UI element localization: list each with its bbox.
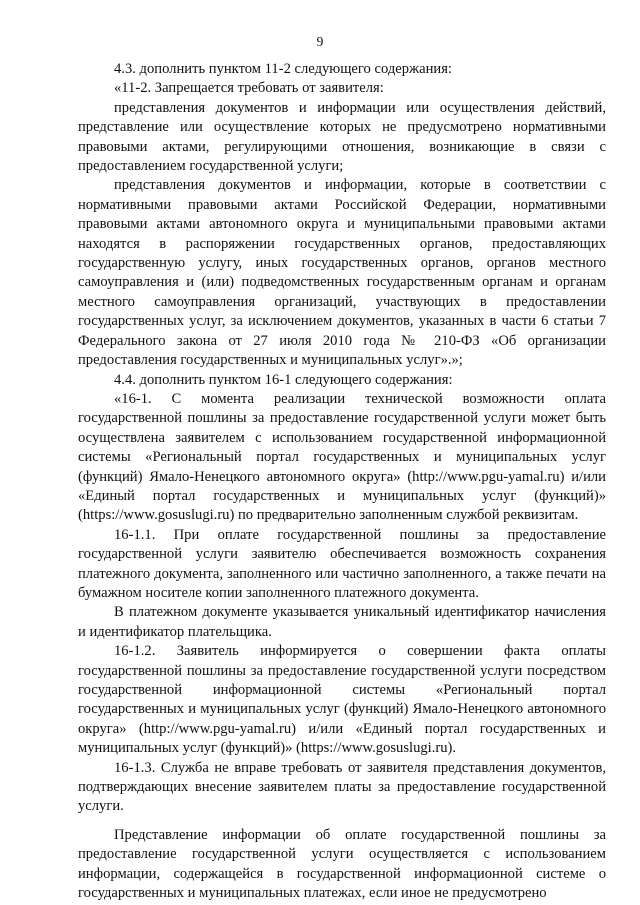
paragraph-11-2-item-1: представления документов и информации или осуществления действий, представление или осуществление которых не предусмотрено нормативными правовыми актами, регулирующими отношения, возникающие в связи с предоставлением государственной услуги; (78, 99, 606, 175)
paragraph-payment-info: Представление информации об оплате государственной пошлины за предоставление государственной услуги осуществляется с использованием информации, содержащейся в государственной информационной системе о государственных и муниципальных платежах, если иное не предусмотрено (78, 826, 606, 902)
paragraph-11-2-intro: «11-2. Запрещается требовать от заявителя: (114, 80, 384, 97)
paragraph-16-1-2: 16-1.2. Заявитель информируется о совершении факта оплаты государственной пошлины за предоставление государственной услуги посредством государственной информационной системы «Региональный портал государственных и муниципальных услуг (функций) Ямало-Ненецкого автономного округа» (http://www.pgu-yamal.ru) и/или «Единый портал государственных и муниципальных услуг (функций)» (https://www.gosuslugi.ru). (78, 643, 606, 757)
paragraph-16-1: «16-1. С момента реализации технической возможности оплата государственной пошлины за предоставление государственной услуги может быть осуществлена заявителем с использованием государственной информационной системы «Региональный портал государственных и муниципальных услуг (функций) Ямало-Ненецкого автономного округа» (http://www.pgu-yamal.ru) и/или «Единый портал государственных и муниципальных услуг (функций)» (https://www.gosuslugi.ru) по предварительно заполненным службой реквизитам. (78, 390, 606, 524)
page-number: 9 (316, 34, 324, 49)
paragraph-payment-identifier: В платежном документе указывается уникальный идентификатор начисления и идентификатор плательщика. (78, 604, 606, 640)
paragraph-16-1-1: 16-1.1. При оплате государственной пошлины за предоставление государственной услуги заявителю обеспечивается возможность сохранения платежного документа, заполненного или частично заполненного, а также печати на бумажном носителе копии заполненного платежного документа. (78, 526, 606, 601)
paragraph-4-3: 4.3. дополнить пунктом 11-2 следующего содержания: (114, 61, 452, 77)
paragraph-16-1-3: 16-1.3. Служба не вправе требовать от заявителя представления документов, подтверждающих внесение заявителем платы за предоставление государственной услуги. (78, 759, 606, 815)
document-body (78, 60, 606, 903)
paragraph-11-2-item-2: представления документов и информации, которые в соответствии с нормативными правовыми актами Российской Федерации, нормативными правовыми актами автономного округа и муниципальными правовыми актами находятся в распоряжении государственных органов, предоставляющих государственную услугу, иных государственных органов, органов местного самоуправления и (или) подведомственных государственным органам и органам местного самоуправления организаций, участвующих в предоставлении государственных услуг, за исключением документов, указанных в части 6 статьи 7 Федерального закона от 27 июля 2010 года № 210-ФЗ «Об организации предоставления государственных и муниципальных услуг».»; (78, 177, 606, 369)
paragraph-4-4: 4.4. дополнить пунктом 16-1 следующего содержания: (114, 371, 453, 388)
